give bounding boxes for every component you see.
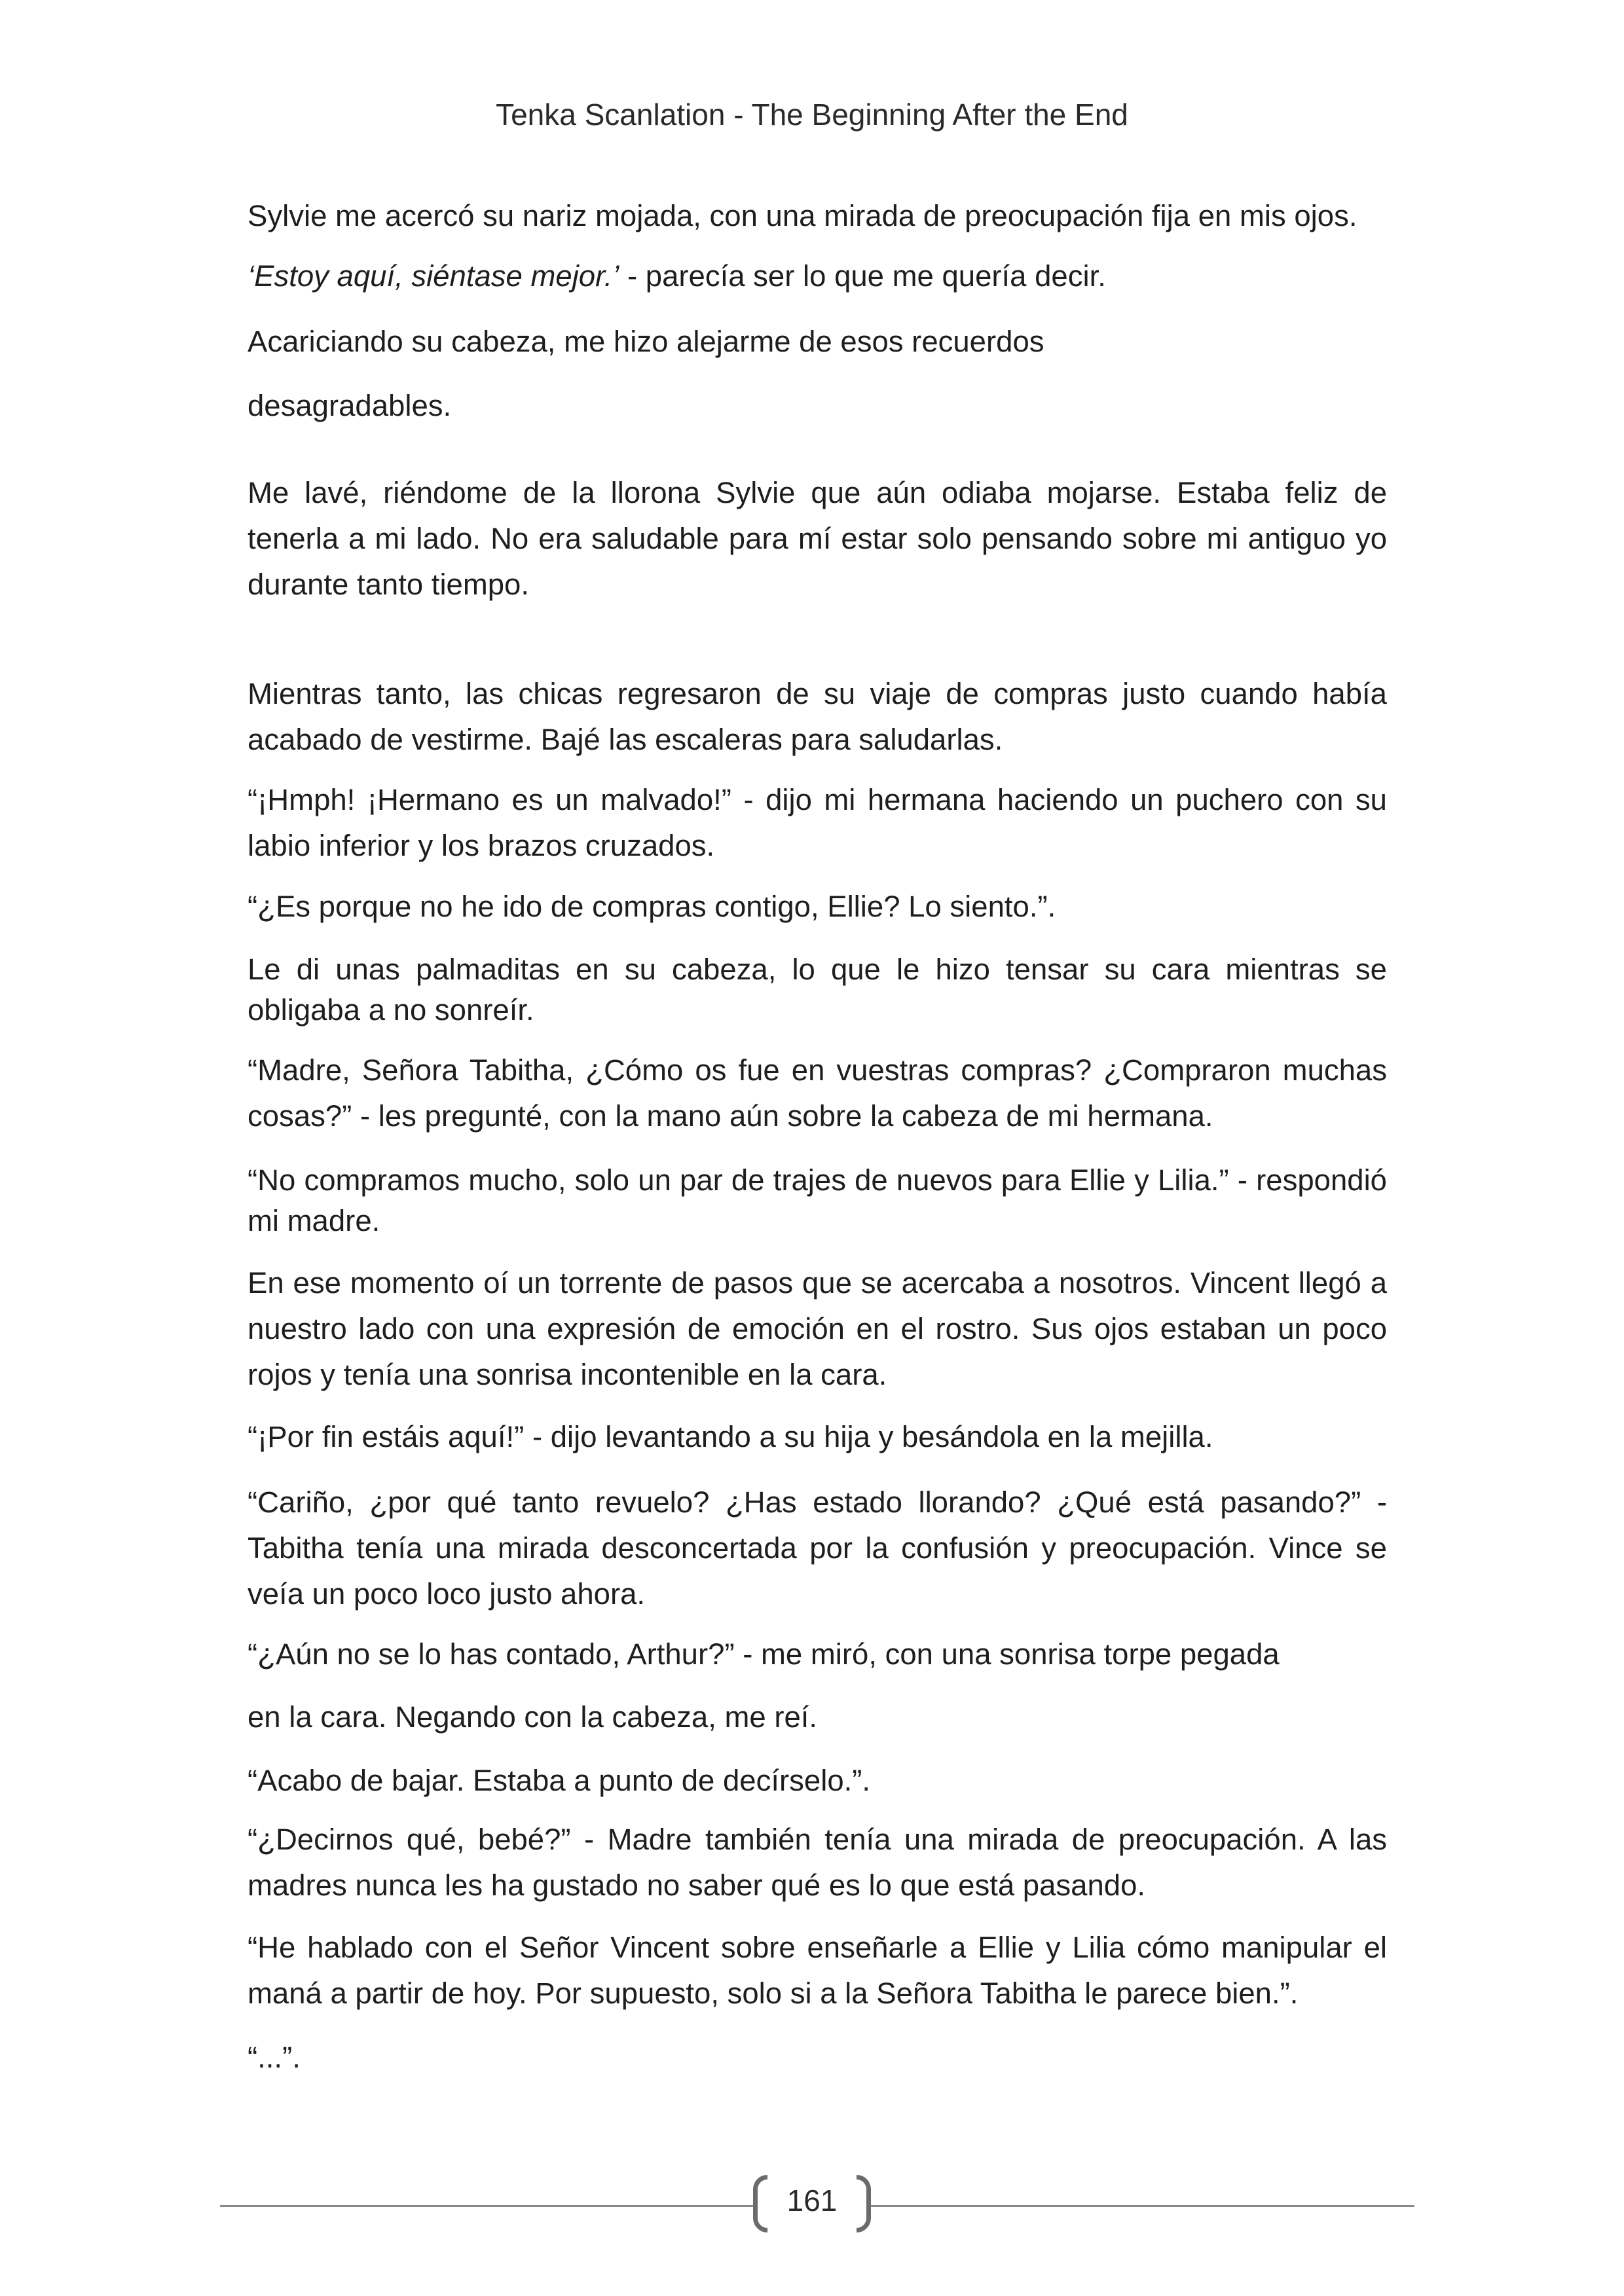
paragraph-8: “¿Es porque no he ido de compras contigo, Ellie? Lo siento.”. bbox=[248, 890, 1056, 923]
paragraph-14: “Cariño, ¿por qué tanto revuelo? ¿Has estado llorando? ¿Qué está pasando?” - Tabitha tenía una mirada desconcertada por la confusión y preocupación. Vince se veía un poco loco justo ahora. bbox=[248, 1485, 1387, 1611]
paragraph-15: “¿Aún no se lo has contado, Arthur?” - me miró, con una sonrisa torpe pegada bbox=[248, 1637, 1280, 1671]
right-bracket-icon bbox=[857, 2175, 871, 2232]
italic-quote: ‘Estoy aquí, siéntase mejor.’ bbox=[248, 259, 619, 293]
paragraph-1: Sylvie me acercó su nariz mojada, con una mirada de preocupación fija en mis ojos. bbox=[248, 199, 1357, 232]
paragraph-12: En ese momento oí un torrente de pasos que se acercaba a nosotros. Vincent llegó a nuestro lado con una expresión de emoción en el rostro. Sus ojos estaban un poco rojos y tenía una sonrisa incontenible en la cara. bbox=[248, 1266, 1387, 1391]
paragraph-19: “He hablado con el Señor Vincent sobre enseñarle a Ellie y Lilia cómo manipular el maná a partir de hoy. Por supuesto, solo si a la Señora Tabitha le parece bien.”. bbox=[248, 1931, 1387, 2010]
paragraph-2-rest: - parecía ser lo que me quería decir. bbox=[619, 259, 1106, 293]
paragraph-5: Me lavé, riéndome de la llorona Sylvie que aún odiaba mojarse. Estaba feliz de tenerla a mi lado. No era saludable para mí estar solo pensando sobre mi antiguo yo durante tanto tiempo. bbox=[248, 476, 1387, 601]
paragraph-2 bbox=[248, 253, 1387, 299]
paragraph-20: “...”. bbox=[248, 2041, 301, 2074]
left-bracket-icon bbox=[753, 2175, 767, 2232]
footer-rule-left bbox=[220, 2205, 757, 2207]
page-number: 161 bbox=[786, 2183, 838, 2217]
paragraph-13: “¡Por fin estáis aquí!” - dijo levantando a su hija y besándola en la mejilla. bbox=[248, 1420, 1213, 1453]
paragraph-16: en la cara. Negando con la cabeza, me reí. bbox=[248, 1700, 818, 1734]
paragraph-3: Acariciando su cabeza, me hizo alejarme de esos recuerdos bbox=[248, 325, 1044, 358]
paragraph-6: Mientras tanto, las chicas regresaron de su viaje de compras justo cuando había acabado de vestirme. Bajé las escaleras para saludarlas. bbox=[248, 677, 1387, 756]
paragraph-17: “Acabo de bajar. Estaba a punto de decírselo.”. bbox=[248, 1764, 871, 1797]
paragraph-9: Le di unas palmaditas en su cabeza, lo que le hizo tensar su cara mientras se obligaba a no sonreír. bbox=[248, 953, 1387, 1027]
paragraph-10: “Madre, Señora Tabitha, ¿Cómo os fue en vuestras compras? ¿Compraron muchas cosas?” - les pregunté, con la mano aún sobre la cabeza de mi hermana. bbox=[248, 1053, 1387, 1133]
paragraph-18: “¿Decirnos qué, bebé?” - Madre también tenía una mirada de preocupación. A las madres nunca les ha gustado no saber qué es lo que está pasando. bbox=[248, 1823, 1387, 1902]
footer-rule-right bbox=[871, 2205, 1414, 2207]
running-header: Tenka Scanlation - The Beginning After the End bbox=[496, 98, 1128, 132]
paragraph-11: “No compramos mucho, solo un par de trajes de nuevos para Ellie y Lilia.” - respondió mi madre. bbox=[248, 1163, 1387, 1237]
paragraph-7: “¡Hmph! ¡Hermano es un malvado!” - dijo mi hermana haciendo un puchero con su labio inferior y los brazos cruzados. bbox=[248, 783, 1387, 862]
paragraph-4: desagradables. bbox=[248, 389, 452, 422]
